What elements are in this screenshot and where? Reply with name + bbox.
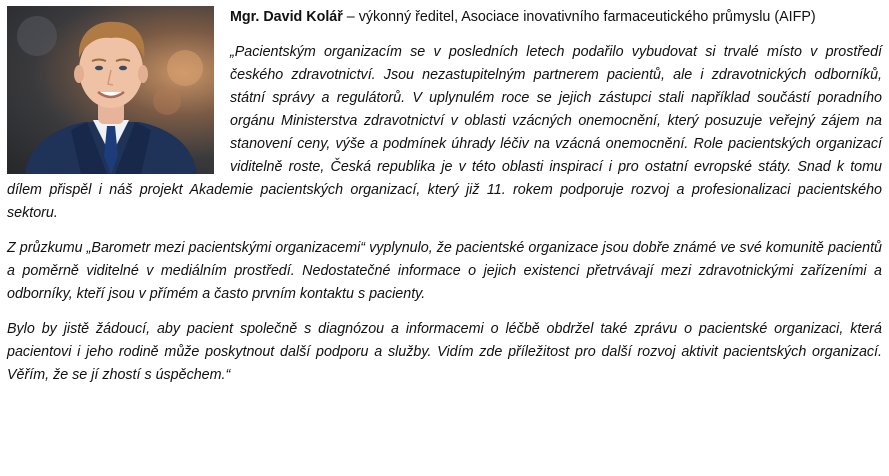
- author-name: Mgr. David Kolář: [230, 9, 343, 25]
- portrait-photo: [7, 6, 214, 174]
- quote-paragraph-2: Z průzkumu „Barometr mezi pacientskými organizacemi“ vyplynulo, že pacientské organizace jsou dobře známé ve své komunitě pacientů a poměrně viditelné v mediálním prostředí. Nedostatečné informace o jejich existenci přetrvávají mezi zdravotnickými zařízeními a odborníky, kteří jsou v přímém a často prvním kontaktu s pacienty.: [7, 240, 882, 302]
- portrait-illustration: [7, 6, 214, 174]
- quote-paragraph-1: „Pacientským organizacím se v posledních letech podařilo vybudovat si trvalé místo v prostředí českého zdravotnictví. Jsou nezastupitelným partnerem pacientů, ale i zdravotnických odborníků, státní správy a regulátorů. V uplynulém roce se jejich zástupci stali například součástí poradního orgánu Ministerstva zdravotnictví v oblasti vzácných onemocnění, který posuzuje veřejný zájem na stanovení ceny, výše a podmínek úhrady léčiv na vzácná onemocnění. Role pacientských organizací viditelně roste, Česká republika je v této oblasti inspirací i pro ostatní evropské státy. Snad k tomu dílem přispěl i náš projekt Akademie pacientských organizací, který již 11. rokem podporuje rozvoj a profesionalizaci pacientského sektoru.: [7, 44, 882, 221]
- author-role: – výkonný ředitel, Asociace inovativního farmaceutického průmyslu (AIFP): [342, 9, 816, 25]
- quote-paragraph-3: Bylo by jistě žádoucí, aby pacient společně s diagnózou a informacemi o léčbě obdržel také zprávu o pacientské organizaci, která pacientovi i jeho rodině může poskytnout další podporu a služby. Vidím zde příležitost pro další rozvoj aktivit pacientských organizací. Věřím, že se jí zhostí s úspěchem.“: [7, 321, 882, 383]
